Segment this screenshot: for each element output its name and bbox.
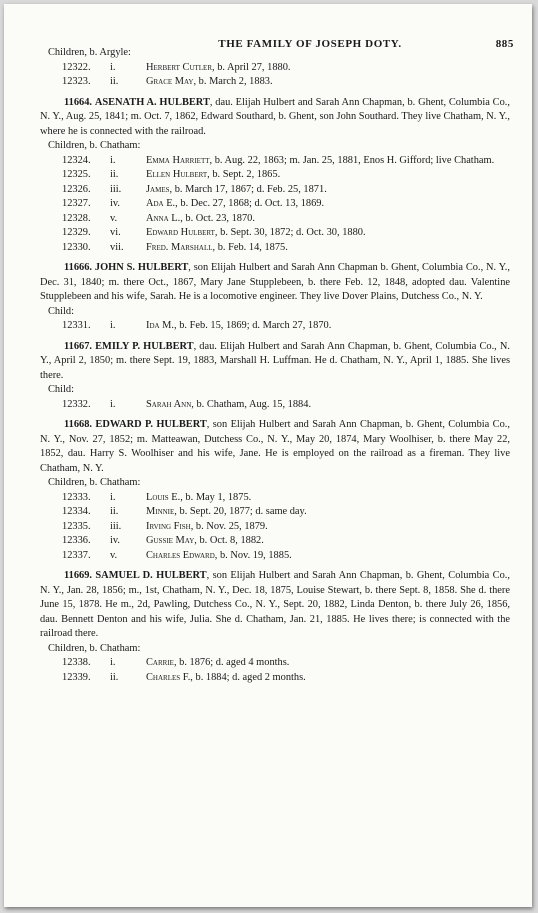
section-block0 — [40, 46, 510, 90]
child-text — [146, 183, 510, 198]
child-entry — [40, 549, 510, 564]
child-details: , b. Sept. 30, 1872; d. Oct. 30, 1880. — [214, 227, 366, 238]
child-roman: iii. — [110, 183, 122, 195]
entry-name: EMILY P. HULBERT — [95, 340, 194, 352]
entry-paragraph — [40, 96, 510, 140]
child-roman: vii. — [110, 241, 124, 253]
child-name: Herbert Cutler — [146, 61, 212, 73]
child-text — [146, 197, 510, 212]
child-roman: i. — [110, 320, 116, 331]
entry-paragraph — [40, 569, 510, 642]
child-roman: i. — [110, 61, 116, 73]
child-roman: iv. — [110, 535, 121, 546]
child-text — [146, 520, 510, 535]
child-number: 12330. — [62, 241, 91, 253]
child-text — [146, 319, 510, 334]
section-11666 — [40, 261, 510, 334]
child-details: , b. April 27, 1880. — [212, 61, 291, 73]
child-text — [146, 75, 510, 90]
child-name: Louis E. — [146, 491, 181, 503]
child-roman: v. — [110, 212, 118, 224]
child-text — [146, 168, 510, 183]
child-entry — [40, 183, 510, 198]
child-number: 12327. — [62, 198, 91, 209]
child-entry — [40, 197, 510, 212]
child-text — [146, 656, 510, 671]
child-entry — [40, 61, 510, 76]
child-entry — [40, 319, 510, 334]
child-entry — [40, 154, 510, 169]
entry-number: 11664. — [64, 96, 93, 108]
child-roman: ii. — [110, 169, 119, 180]
child-roman: i. — [110, 154, 116, 166]
child-name: Anna L. — [146, 212, 181, 224]
page-number: 885 — [495, 38, 514, 50]
child-details: , b. Dec. 27, 1868; d. Oct. 13, 1869. — [175, 198, 325, 209]
child-details: , b. Nov. 19, 1885. — [214, 549, 292, 561]
child-name: Carrie — [146, 657, 174, 668]
child-entry — [40, 505, 510, 520]
child-name: Minnie — [146, 506, 175, 517]
entry-name: JOHN S. HULBERT — [94, 262, 189, 273]
child-roman: vi. — [110, 227, 121, 238]
child-details: , b. Feb. 14, 1875. — [212, 241, 288, 253]
child-name: Gussie May — [146, 535, 195, 546]
child-name: Fred. Marshall — [146, 241, 213, 253]
child-text — [146, 534, 510, 549]
child-details: , b. March 2, 1883. — [193, 76, 273, 87]
children-heading: Children, b. Chatham: — [48, 477, 141, 488]
child-details: , b. Oct. 23, 1870. — [180, 212, 255, 224]
entry-paragraph — [40, 261, 510, 305]
child-number: 12324. — [62, 154, 91, 166]
entry-text: , son Elijah Hulbert and Sarah Ann Chapman, b. Ghent, Columbia Co., N. Y., Nov. 27, 1852; m. Matteawan, Dutchess Co., N. Y., May 20, 1874, Mary Woolhiser, b. there May 22, 1852, dau. Harry S. Woolhiser and his wife, Jane. He is employed on the railroad as a fireman. They live Chatham, N. Y. — [40, 419, 510, 474]
entry-paragraph — [40, 340, 510, 384]
child-details: , b. 1876; d. aged 4 months. — [173, 657, 290, 668]
child-number: 12339. — [62, 671, 91, 683]
child-name: Charles Edward — [146, 549, 215, 561]
child-roman: iii. — [110, 520, 122, 532]
entry-number: 11669. — [64, 570, 93, 581]
child-roman: i. — [110, 398, 116, 410]
child-details: , b. Aug. 22, 1863; m. Jan. 25, 1881, Enos H. Gifford; live Chatham. — [209, 154, 495, 166]
child-name: Ada E. — [146, 198, 176, 209]
child-roman: v. — [110, 549, 118, 561]
child-text — [146, 549, 510, 564]
child-name: Grace May — [146, 76, 194, 87]
child-entry — [40, 671, 510, 686]
child-number: 12336. — [62, 535, 91, 546]
child-entry — [40, 520, 510, 535]
children-heading: Child: — [48, 305, 74, 317]
child-number: 12331. — [62, 320, 91, 331]
child-number: 12338. — [62, 657, 91, 668]
entry-number: 11667. — [64, 340, 93, 352]
entry-name: SAMUEL D. HULBERT — [95, 570, 207, 581]
child-entry — [40, 168, 510, 183]
child-number: 12329. — [62, 227, 91, 238]
child-entry — [40, 534, 510, 549]
child-number: 12337. — [62, 549, 91, 561]
child-number: 12325. — [62, 169, 91, 180]
entry-text: , son Elijah Hulbert and Sarah Ann Chapman, b. Ghent, Columbia Co., N. Y., Jan. 28, 1856; m., 1st, Chatham, N. Y., Dec. 18, 1875, Louise Stewart, b. there Sept. 8, 1858. She d. there June 15, 1878. He m., 2d, Pawling, Dutchess Co., N. Y., Sept. 20, 1882, Linda Denton, b. there July 26, 1856, dau. Bennett Denton and his wife, Julia. She d. Chatham, Jan. 21, 1885. He lives there; is connected with the railroad there. — [40, 570, 510, 639]
child-text — [146, 226, 510, 241]
child-roman: ii. — [110, 506, 119, 517]
child-text — [146, 505, 510, 520]
entry-name: EDWARD P. HULBERT — [95, 419, 207, 430]
child-number: 12334. — [62, 506, 91, 517]
child-name: Ida M. — [146, 320, 175, 331]
page-header — [40, 18, 514, 50]
child-details: , b. Sept. 2, 1865. — [207, 169, 281, 180]
entry-text: , dau. Elijah Hulbert and Sarah Ann Chapman, b. Ghent, Columbia Co., N. Y., April 2, 1850; m. there Sept. 19, 1883, Marshall H. Luffman. He d. Chatham, N. Y., April 1, 1885. She lives there. — [40, 340, 510, 381]
child-details: , b. Nov. 25, 1879. — [190, 520, 268, 532]
child-name: Edward Hulbert — [146, 227, 215, 238]
child-entry — [40, 241, 510, 256]
running-title: THE FAMILY OF JOSEPH DOTY. — [218, 38, 402, 50]
child-text — [146, 398, 510, 413]
child-roman: ii. — [110, 76, 119, 87]
child-roman: ii. — [110, 671, 119, 683]
child-entry — [40, 398, 510, 413]
entry-number: 11668. — [64, 419, 93, 430]
children-heading: Children, b. Chatham: — [48, 642, 141, 654]
children-heading: Child: — [48, 384, 74, 395]
child-name: Sarah Ann — [146, 398, 192, 410]
child-entry — [40, 226, 510, 241]
entry-text: , son Elijah Hulbert and Sarah Ann Chapman b. Ghent, Columbia Co., N. Y., Dec. 31, 1840; m. there Oct., 1867, Mary Jane Stupplebeen, b. there Feb. 12, 1848, adopted dau. Valentine Stupplebeen and his wife, Sarah. He is a locomotive engineer. They live Dover Plains, Dutchess Co., N. Y. — [40, 262, 510, 302]
child-entry — [40, 491, 510, 506]
child-text — [146, 241, 510, 256]
child-name: Ellen Hulbert — [146, 169, 208, 180]
child-entry — [40, 75, 510, 90]
entry-text: , dau. Elijah Hulbert and Sarah Ann Chapman, b. Ghent, Columbia Co., N. Y., Aug. 25, 1841; m. Oct. 7, 1862, Edward Southard, b. Ghent, son John Southard. They live Chatham, N. Y., where he is connected with the railroad. — [40, 96, 510, 137]
child-entry — [40, 656, 510, 671]
child-details: , b. May 1, 1875. — [180, 491, 252, 503]
child-name: Charles F. — [146, 671, 191, 683]
entry-name: ASENATH A. HULBERT — [94, 96, 210, 108]
child-number: 12333. — [62, 491, 91, 503]
child-details: , b. Chatham, Aug. 15, 1884. — [191, 398, 312, 410]
child-roman: i. — [110, 491, 116, 503]
children-heading: Children, b. Argyle: — [48, 47, 131, 58]
child-text — [146, 154, 510, 169]
child-number: 12335. — [62, 520, 91, 532]
child-number: 12332. — [62, 398, 91, 410]
child-number: 12328. — [62, 212, 91, 224]
children-heading: Children, b. Chatham: — [48, 140, 141, 151]
child-details: , b. 1884; d. aged 2 months. — [190, 671, 306, 683]
section-11667 — [40, 340, 510, 413]
child-details: , b. March 17, 1867; d. Feb. 25, 1871. — [169, 183, 327, 195]
child-roman: i. — [110, 657, 116, 668]
child-name: James — [146, 183, 170, 195]
child-text — [146, 671, 510, 686]
book-page — [4, 4, 532, 907]
section-11668 — [40, 418, 510, 563]
child-number: 12326. — [62, 183, 91, 195]
child-number: 12323. — [62, 76, 91, 87]
child-text — [146, 212, 510, 227]
child-text — [146, 61, 510, 76]
child-text — [146, 491, 510, 506]
child-details: , b. Feb. 15, 1869; d. March 27, 1870. — [174, 320, 332, 331]
child-number: 12322. — [62, 61, 91, 73]
section-11664 — [40, 96, 510, 256]
entry-paragraph — [40, 418, 510, 476]
child-details: , b. Oct. 8, 1882. — [194, 535, 264, 546]
section-11669 — [40, 569, 510, 685]
child-name: Emma Harriett — [146, 154, 210, 166]
entry-number: 11666. — [64, 262, 93, 273]
child-name: Irving Fish — [146, 520, 191, 532]
child-details: , b. Sept. 20, 1877; d. same day. — [174, 506, 307, 517]
child-entry — [40, 212, 510, 227]
child-roman: iv. — [110, 198, 121, 209]
